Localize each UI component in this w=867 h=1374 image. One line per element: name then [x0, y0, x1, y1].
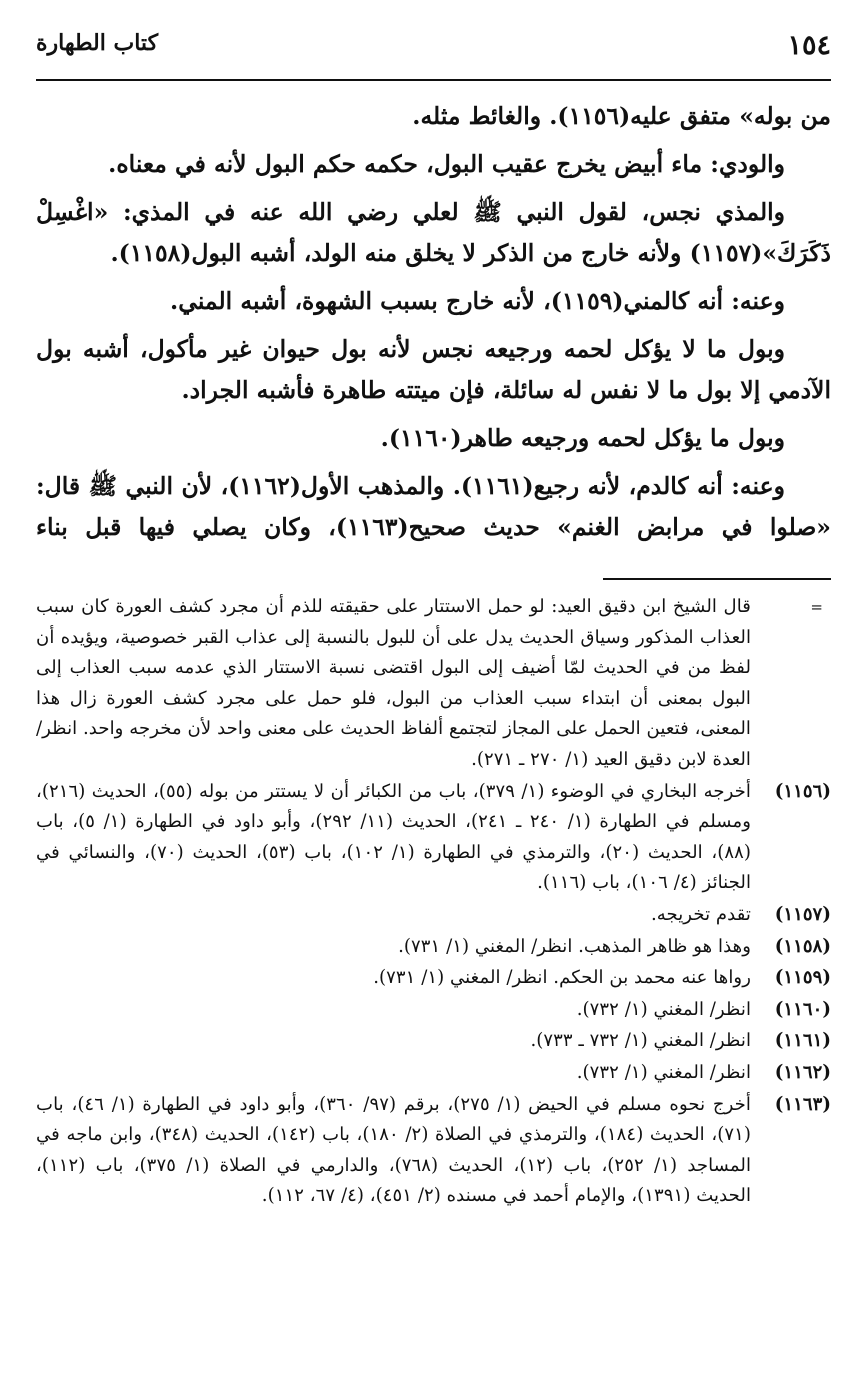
footnote-text: أخرج نحوه مسلم في الحيض (١/ ٢٧٥)، برقم (٩٧/ ٣٦٠)، وأبو داود في الطهارة (١/ ٤٦)، باب (٧١)، الحديث (١٨٤)، والترمذي في الصلاة (٢/ ١٨٠)، باب (١٤٢)، الحديث (٣٤٨)، وابن ماجه في المساجد (١/ ٢٥٢)، باب (١٢)، الحديث (٧٦٨)، والدارمي في الصلاة (١/ ٣٧٥)، باب (١١٢)، الحديث (١٣٩١)، والإمام أحمد في مسنده (٢/ ٤٥١)، (٤/ ٦٧، ١١٢).	[36, 1093, 752, 1207]
footnote-text: رواها عنه محمد بن الحكم. انظر/ المغني (١/ ٧٣١).	[373, 967, 751, 989]
footnote-item	[36, 900, 831, 931]
footnote-item	[36, 592, 831, 776]
footnote-item	[36, 1026, 831, 1057]
page-header	[36, 28, 831, 68]
running-title: كتاب الطهارة	[36, 30, 159, 56]
footnote-marker: =	[810, 598, 823, 616]
footnote-item	[36, 1058, 831, 1089]
footnote-item	[36, 963, 831, 994]
main-text	[36, 96, 831, 555]
footnote-text: انظر/ المغني (١/ ٧٣٢ ـ ٧٣٣).	[530, 1030, 751, 1052]
footnote-marker: (١١٦٣)	[774, 1093, 831, 1115]
footnotes	[36, 592, 831, 1213]
header-rule	[36, 79, 831, 81]
body-paragraph: والمذي نجس، لقول النبي ﷺ لعلي رضي الله عنه في المذي: «اغْسِلْ ذَكَرَكَ»(١١٥٧) ولأنه خارج من الذكر لا يخلق منه الولد، أشبه البول(١١٥٨).	[36, 198, 831, 267]
footnote-separator	[603, 578, 831, 580]
body-paragraph: وبول ما يؤكل لحمه ورجيعه طاهر(١١٦٠).	[380, 424, 785, 452]
footnote-text: انظر/ المغني (١/ ٧٣٢).	[576, 998, 751, 1020]
footnote-marker: (١١٥٨)	[774, 935, 831, 957]
footnote-marker: (١١٥٦)	[774, 780, 831, 802]
body-paragraph: من بوله» متفق عليه(١١٥٦). والغائط مثله.	[412, 102, 831, 130]
footnote-marker: (١١٥٩)	[774, 967, 831, 989]
footnote-item	[36, 995, 831, 1026]
body-paragraph: وعنه: أنه كالمني(١١٥٩)، لأنه خارج بسبب الشهوة، أشبه المني.	[170, 287, 785, 315]
footnote-text: قال الشيخ ابن دقيق العيد: لو حمل الاستتار على حقيقته للذم أن مجرد كشف العورة كان سبب العذاب المذكور وسياق الحديث يدل على أن للبول بالنسبة إلى عذاب القبر خصوصية، ويؤيده أن لفظ من في الحديث لمّا أضيف إلى البول اقتضى نسبة الاستتار الذي عدمه سبب العذاب إلى البول بمعنى أن ابتداء سبب العذاب من البول، فلو حمل على مجرد كشف العورة زال هذا المعنى، فتعين الحمل على المجاز لتجتمع ألفاظ الحديث على معنى واحد لأن مخرجه واحد. انظر/ العدة لابن دقيق العيد (١/ ٢٧٠ ـ ٢٧١).	[36, 596, 751, 770]
page-number: ١٥٤	[787, 30, 831, 61]
footnote-text: تقدم تخريجه.	[650, 903, 751, 925]
footnote-marker: (١١٦١)	[774, 1030, 831, 1052]
footnote-marker: (١١٦٢)	[774, 1061, 831, 1083]
body-paragraph: وعنه: أنه كالدم، لأنه رجيع(١١٦١). والمذهب الأول(١١٦٢)، لأن النبي ﷺ قال: «صلوا في مرابض الغنم» حديث صحيح(١١٦٣)، وكان يصلي فيها قبل بناء	[36, 472, 831, 541]
body-paragraph: والودي: ماء أبيض يخرج عقيب البول، حكمه حكم البول لأنه في معناه.	[108, 150, 785, 178]
footnote-item	[36, 1090, 831, 1212]
footnote-text: وهذا هو ظاهر المذهب. انظر/ المغني (١/ ٧٣١).	[398, 935, 751, 957]
footnote-text: انظر/ المغني (١/ ٧٣٢).	[576, 1061, 751, 1083]
body-paragraph: وبول ما لا يؤكل لحمه ورجيعه نجس لأنه بول حيوان غير مأكول، أشبه بول الآدمي إلا بول ما لا نفس له سائلة، فإن ميتته طاهرة فأشبه الجراد.	[36, 335, 831, 404]
footnote-item	[36, 777, 831, 899]
footnote-text: أخرجه البخاري في الوضوء (١/ ٣٧٩)، باب من الكبائر أن لا يستتر من بوله (٥٥)، الحديث (٢١٦)، ومسلم في الطهارة (١/ ٢٤٠ ـ ٢٤١)، الحديث (١١/ ٢٩٢)، وأبو داود في الطهارة (١/ ٥)، باب (٨٨)، الحديث (٢٠)، والترمذي في الطهارة (١/ ١٠٢)، باب (٥٣)، الحديث (٧٠)، والنسائي في الجنائز (٤/ ١٠٦)، باب (١١٦).	[36, 780, 751, 894]
footnote-marker: (١١٦٠)	[774, 998, 831, 1020]
footnote-item	[36, 932, 831, 963]
footnote-marker: (١١٥٧)	[774, 903, 831, 925]
